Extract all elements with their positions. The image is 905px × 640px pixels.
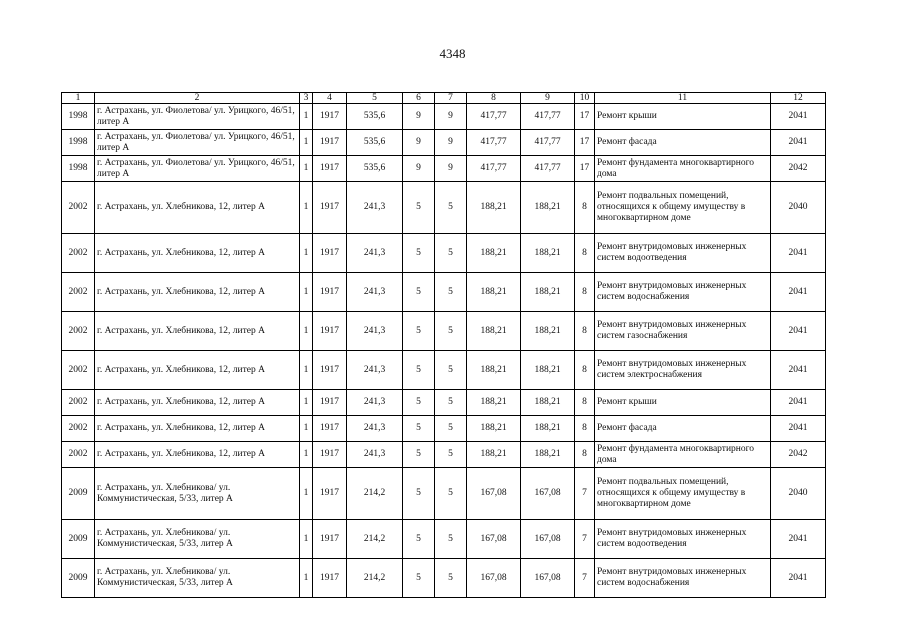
residents-cell: 17 — [575, 156, 595, 182]
area-cell: 535,6 — [347, 104, 403, 130]
table-row — [62, 442, 826, 468]
area-cell: 188,21 — [521, 234, 575, 273]
residents-cell: 8 — [575, 234, 595, 273]
table-row — [62, 273, 826, 312]
area-cell: 167,08 — [467, 468, 521, 520]
year-cell: 1998 — [62, 104, 95, 130]
units-cell: 5 — [403, 442, 435, 468]
year-cell: 2002 — [62, 416, 95, 442]
address-cell: г. Астрахань, ул. Хлебникова, 12, литер А — [95, 390, 300, 416]
residents-cell: 8 — [575, 442, 595, 468]
area-cell: 188,21 — [521, 351, 575, 390]
column-header: 11 — [595, 93, 771, 104]
units-cell: 5 — [403, 559, 435, 598]
address-cell: г. Астрахань, ул. Хлебникова, 12, литер А — [95, 416, 300, 442]
units-cell: 5 — [435, 273, 467, 312]
work-type-cell: Ремонт внутридомовых инженерных систем водоотведения — [595, 520, 771, 559]
area-cell: 188,21 — [467, 390, 521, 416]
area-cell: 535,6 — [347, 130, 403, 156]
area-cell: 188,21 — [521, 442, 575, 468]
work-type-cell: Ремонт подвальных помещений, относящихся к общему имуществу в многоквартирном доме — [595, 468, 771, 520]
area-cell: 188,21 — [467, 273, 521, 312]
units-cell: 5 — [435, 351, 467, 390]
residents-cell: 8 — [575, 416, 595, 442]
year-built-cell: 1917 — [313, 130, 347, 156]
page-number: 4348 — [439, 46, 466, 61]
year-built-cell: 1917 — [313, 182, 347, 234]
work-type-cell: Ремонт внутридомовых инженерных систем электроснабжения — [595, 351, 771, 390]
work-type-cell: Ремонт крыши — [595, 104, 771, 130]
plan-year-cell: 2041 — [771, 416, 826, 442]
area-cell: 188,21 — [467, 442, 521, 468]
area-cell: 188,21 — [467, 416, 521, 442]
year-cell: 2002 — [62, 312, 95, 351]
table-row — [62, 234, 826, 273]
column-header: 10 — [575, 93, 595, 104]
table-row — [62, 559, 826, 598]
area-cell: 241,3 — [347, 416, 403, 442]
residents-cell: 7 — [575, 520, 595, 559]
units-cell: 5 — [403, 273, 435, 312]
column-header: 9 — [521, 93, 575, 104]
units-cell: 5 — [403, 390, 435, 416]
year-cell: 2002 — [62, 234, 95, 273]
year-built-cell: 1917 — [313, 520, 347, 559]
area-cell: 535,6 — [347, 156, 403, 182]
area-cell: 214,2 — [347, 559, 403, 598]
area-cell: 167,08 — [521, 520, 575, 559]
residents-cell: 17 — [575, 130, 595, 156]
area-cell: 188,21 — [521, 273, 575, 312]
year-cell: 1998 — [62, 130, 95, 156]
address-cell: г. Астрахань, ул. Хлебникова/ ул. Коммунистическая, 5/33, литер А — [95, 520, 300, 559]
area-cell: 167,08 — [521, 468, 575, 520]
units-cell: 5 — [435, 390, 467, 416]
units-cell: 9 — [435, 104, 467, 130]
residents-cell: 8 — [575, 273, 595, 312]
units-cell: 5 — [435, 442, 467, 468]
work-type-cell: Ремонт фасада — [595, 416, 771, 442]
table-row — [62, 416, 826, 442]
units-cell: 5 — [435, 312, 467, 351]
address-cell: г. Астрахань, ул. Хлебникова, 12, литер А — [95, 234, 300, 273]
area-cell: 188,21 — [467, 351, 521, 390]
column-header: 4 — [313, 93, 347, 104]
area-cell: 241,3 — [347, 234, 403, 273]
column-header: 1 — [62, 93, 95, 104]
table-row — [62, 156, 826, 182]
address-cell: г. Астрахань, ул. Хлебникова, 12, литер А — [95, 273, 300, 312]
units-cell: 5 — [403, 351, 435, 390]
year-built-cell: 1917 — [313, 416, 347, 442]
area-cell: 417,77 — [467, 104, 521, 130]
work-type-cell: Ремонт крыши — [595, 390, 771, 416]
area-cell: 188,21 — [521, 312, 575, 351]
year-built-cell: 1917 — [313, 156, 347, 182]
work-type-cell: Ремонт внутридомовых инженерных систем водоснабжения — [595, 273, 771, 312]
work-type-cell: Ремонт подвальных помещений, относящихся к общему имуществу в многоквартирном доме — [595, 182, 771, 234]
plan-year-cell: 2041 — [771, 273, 826, 312]
year-cell: 2009 — [62, 468, 95, 520]
residents-cell: 8 — [575, 312, 595, 351]
address-cell: г. Астрахань, ул. Фиолетова/ ул. Урицкого, 46/51, литер А — [95, 104, 300, 130]
plan-year-cell: 2040 — [771, 182, 826, 234]
area-cell: 188,21 — [521, 416, 575, 442]
units-cell: 9 — [403, 104, 435, 130]
count-cell: 1 — [300, 416, 313, 442]
header-row — [62, 93, 826, 104]
count-cell: 1 — [300, 273, 313, 312]
area-cell: 214,2 — [347, 520, 403, 559]
plan-year-cell: 2041 — [771, 351, 826, 390]
table-row — [62, 520, 826, 559]
units-cell: 9 — [435, 130, 467, 156]
year-cell: 2002 — [62, 351, 95, 390]
units-cell: 9 — [435, 156, 467, 182]
work-type-cell: Ремонт фундамента многоквартирного дома — [595, 442, 771, 468]
year-cell: 1998 — [62, 156, 95, 182]
count-cell: 1 — [300, 442, 313, 468]
address-cell: г. Астрахань, ул. Хлебникова, 12, литер А — [95, 182, 300, 234]
units-cell: 5 — [403, 312, 435, 351]
work-type-cell: Ремонт внутридомовых инженерных систем водоснабжения — [595, 559, 771, 598]
plan-year-cell: 2041 — [771, 520, 826, 559]
work-type-cell: Ремонт внутридомовых инженерных систем водоотведения — [595, 234, 771, 273]
year-built-cell: 1917 — [313, 559, 347, 598]
area-cell: 188,21 — [467, 312, 521, 351]
plan-year-cell: 2042 — [771, 156, 826, 182]
count-cell: 1 — [300, 234, 313, 273]
year-cell: 2009 — [62, 520, 95, 559]
units-cell: 5 — [435, 182, 467, 234]
units-cell: 5 — [435, 234, 467, 273]
units-cell: 5 — [403, 468, 435, 520]
plan-year-cell: 2041 — [771, 130, 826, 156]
units-cell: 5 — [435, 468, 467, 520]
plan-year-cell: 2041 — [771, 559, 826, 598]
year-built-cell: 1917 — [313, 234, 347, 273]
plan-year-cell: 2041 — [771, 234, 826, 273]
column-header: 8 — [467, 93, 521, 104]
column-header: 3 — [300, 93, 313, 104]
year-built-cell: 1917 — [313, 390, 347, 416]
area-cell: 241,3 — [347, 390, 403, 416]
units-cell: 9 — [403, 156, 435, 182]
work-type-cell: Ремонт внутридомовых инженерных систем газоснабжения — [595, 312, 771, 351]
register-table — [61, 92, 826, 598]
units-cell: 5 — [403, 416, 435, 442]
area-cell: 417,77 — [521, 156, 575, 182]
units-cell: 5 — [435, 559, 467, 598]
area-cell: 188,21 — [467, 182, 521, 234]
units-cell: 5 — [403, 182, 435, 234]
residents-cell: 7 — [575, 559, 595, 598]
count-cell: 1 — [300, 468, 313, 520]
table-body — [62, 93, 826, 598]
address-cell: г. Астрахань, ул. Фиолетова/ ул. Урицкого, 46/51, литер А — [95, 130, 300, 156]
table-row — [62, 182, 826, 234]
count-cell: 1 — [300, 182, 313, 234]
column-header: 5 — [347, 93, 403, 104]
area-cell: 241,3 — [347, 182, 403, 234]
address-cell: г. Астрахань, ул. Хлебникова, 12, литер А — [95, 312, 300, 351]
column-header: 7 — [435, 93, 467, 104]
table-row — [62, 312, 826, 351]
year-built-cell: 1917 — [313, 442, 347, 468]
residents-cell: 8 — [575, 390, 595, 416]
column-header: 12 — [771, 93, 826, 104]
address-cell: г. Астрахань, ул. Хлебникова, 12, литер А — [95, 442, 300, 468]
area-cell: 241,3 — [347, 351, 403, 390]
residents-cell: 17 — [575, 104, 595, 130]
plan-year-cell: 2042 — [771, 442, 826, 468]
count-cell: 1 — [300, 104, 313, 130]
area-cell: 241,3 — [347, 312, 403, 351]
column-header: 6 — [403, 93, 435, 104]
year-built-cell: 1917 — [313, 312, 347, 351]
year-cell: 2002 — [62, 442, 95, 468]
count-cell: 1 — [300, 520, 313, 559]
area-cell: 188,21 — [521, 182, 575, 234]
area-cell: 167,08 — [467, 520, 521, 559]
year-cell: 2002 — [62, 390, 95, 416]
units-cell: 9 — [403, 130, 435, 156]
year-cell: 2009 — [62, 559, 95, 598]
area-cell: 214,2 — [347, 468, 403, 520]
count-cell: 1 — [300, 312, 313, 351]
residents-cell: 8 — [575, 182, 595, 234]
table-row — [62, 468, 826, 520]
units-cell: 5 — [403, 234, 435, 273]
address-cell: г. Астрахань, ул. Хлебникова/ ул. Коммунистическая, 5/33, литер А — [95, 559, 300, 598]
year-built-cell: 1917 — [313, 351, 347, 390]
table-row — [62, 130, 826, 156]
work-type-cell: Ремонт фундамента многоквартирного дома — [595, 156, 771, 182]
area-cell: 241,3 — [347, 273, 403, 312]
count-cell: 1 — [300, 559, 313, 598]
area-cell: 241,3 — [347, 442, 403, 468]
count-cell: 1 — [300, 351, 313, 390]
address-cell: г. Астрахань, ул. Хлебникова, 12, литер А — [95, 351, 300, 390]
address-cell: г. Астрахань, ул. Хлебникова/ ул. Коммунистическая, 5/33, литер А — [95, 468, 300, 520]
residents-cell: 7 — [575, 468, 595, 520]
residents-cell: 8 — [575, 351, 595, 390]
area-cell: 417,77 — [521, 130, 575, 156]
year-cell: 2002 — [62, 182, 95, 234]
year-built-cell: 1917 — [313, 468, 347, 520]
units-cell: 5 — [403, 520, 435, 559]
area-cell: 417,77 — [467, 156, 521, 182]
plan-year-cell: 2041 — [771, 312, 826, 351]
work-type-cell: Ремонт фасада — [595, 130, 771, 156]
count-cell: 1 — [300, 130, 313, 156]
area-cell: 188,21 — [467, 234, 521, 273]
table-row — [62, 390, 826, 416]
table-row — [62, 351, 826, 390]
area-cell: 417,77 — [467, 130, 521, 156]
column-header: 2 — [95, 93, 300, 104]
year-cell: 2002 — [62, 273, 95, 312]
units-cell: 5 — [435, 416, 467, 442]
year-built-cell: 1917 — [313, 104, 347, 130]
area-cell: 417,77 — [521, 104, 575, 130]
count-cell: 1 — [300, 156, 313, 182]
count-cell: 1 — [300, 390, 313, 416]
year-built-cell: 1917 — [313, 273, 347, 312]
area-cell: 188,21 — [521, 390, 575, 416]
area-cell: 167,08 — [467, 559, 521, 598]
plan-year-cell: 2040 — [771, 468, 826, 520]
address-cell: г. Астрахань, ул. Фиолетова/ ул. Урицкого, 46/51, литер А — [95, 156, 300, 182]
plan-year-cell: 2041 — [771, 390, 826, 416]
area-cell: 167,08 — [521, 559, 575, 598]
units-cell: 5 — [435, 520, 467, 559]
table-row — [62, 104, 826, 130]
plan-year-cell: 2041 — [771, 104, 826, 130]
